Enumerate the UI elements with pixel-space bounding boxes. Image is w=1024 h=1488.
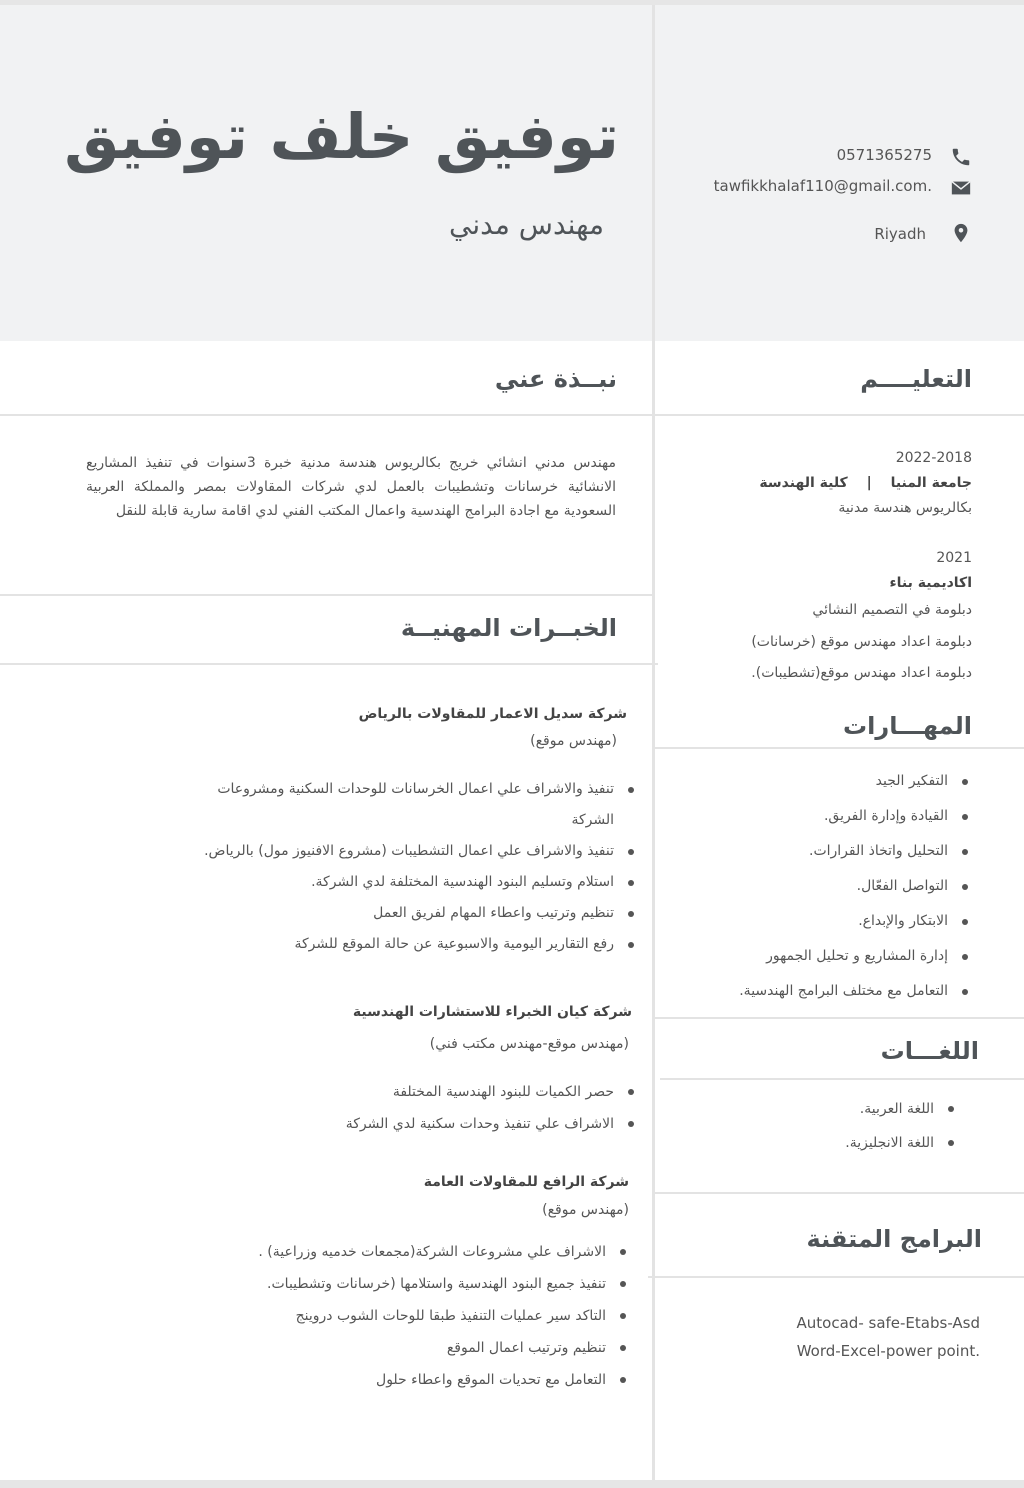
job2-item: الاشراف علي تنفيذ وحدات سكنية لدي الشركة xyxy=(346,1108,614,1140)
skill-item: الابتكار والإبداع. xyxy=(739,904,948,939)
column-divider xyxy=(652,5,655,1480)
diploma-item: دبلومة اعداد مهندس موقع(تشطيبات). xyxy=(751,665,972,681)
header-panel xyxy=(0,5,1024,341)
education-university-line xyxy=(759,475,972,491)
job1-item: استلام وتسليم البنود الهندسية المختلفة لدي الشركة. xyxy=(204,867,614,898)
languages-heading: اللغـــات xyxy=(880,1037,979,1065)
location-pin-icon xyxy=(950,222,972,244)
job1-company: شركة سديل الاعمار للمقاولات بالرياض xyxy=(358,706,627,722)
education-divider xyxy=(655,414,1024,416)
job3-list xyxy=(258,1236,606,1396)
job3-item: التعامل مع تحديات الموقع واعطاء حلول xyxy=(258,1364,606,1396)
email-icon xyxy=(950,177,972,199)
languages-top-divider xyxy=(655,1017,1024,1019)
job2-list xyxy=(346,1076,614,1140)
skills-heading: المهـــارات xyxy=(843,712,972,740)
job1-item: تنظيم وترتيب واعطاء المهام لفريق العمل xyxy=(204,898,614,929)
candidate-title: مهندس مدني xyxy=(449,208,604,241)
education-heading: التعليــــم xyxy=(860,365,972,393)
language-item: اللغة الانجليزية. xyxy=(845,1126,934,1160)
job3-item: تنفيذ جميع البنود الهندسية واستلامها (خرسانات وتشطيبات. xyxy=(258,1268,606,1300)
experience-heading: الخبــرات المهنيــة xyxy=(400,614,617,642)
job3-item: الاشراف علي مشروعات الشركة(مجمعات خدميه وزراعية) . xyxy=(258,1236,606,1268)
job1-role: (مهندس موقع) xyxy=(530,733,617,749)
job2-role: (مهندس موقع-مهندس مكتب فني) xyxy=(429,1036,629,1052)
skill-item: التحليل واتخاذ القرارات. xyxy=(739,834,948,869)
job3-item: تنظيم وترتيب اعمال الموقع xyxy=(258,1332,606,1364)
email-address: tawfikkhalaf110@gmail.com. xyxy=(713,177,932,195)
skill-item: التعامل مع مختلف البرامج الهندسية. xyxy=(739,974,948,1009)
faculty-name: كلية الهندسة xyxy=(759,475,848,491)
skill-item: التواصل الفعّال. xyxy=(739,869,948,904)
diploma-item: دبلومة اعداد مهندس موقع (خرسانات) xyxy=(751,634,972,650)
bottom-border xyxy=(0,1480,1024,1488)
job3-role: (مهندس موقع) xyxy=(542,1202,629,1218)
diploma-item: دبلومة في التصميم النشائي xyxy=(812,602,972,618)
location-text: Riyadh xyxy=(874,225,926,243)
phone-icon xyxy=(950,146,972,168)
job3-item: التاكد سير عمليات التنفيذ طبقا للوحات الشوب دروينج xyxy=(258,1300,606,1332)
academy-name: اكاديمية بناء xyxy=(889,575,972,591)
software-divider xyxy=(648,1276,1024,1278)
software-top-divider xyxy=(655,1192,1024,1194)
about-text: مهندس مدني انشائي خريج بكالريوس هندسة مدنية خبرة 3سنوات في تنفيذ المشاريع الانشائية خرسانات وتشطيبات بالعمل لدي شركات المقاولات بمصر والمملكة العربية السعودية مع اجادة البرامج الهندسية واعمال المكتب الفني لدي اقامة سارية قابلة للنقل xyxy=(86,455,616,519)
job1-item: تنفيذ والاشراف علي اعمال الخرسانات للوحدات السكنية ومشروعات xyxy=(204,774,614,805)
experience-divider xyxy=(0,663,658,665)
job1-item: رفع التقارير اليومية والاسبوعية عن حالة الموقع للشركة xyxy=(204,929,614,960)
experience-top-divider xyxy=(0,594,652,596)
academy-year: 2021 xyxy=(936,550,972,566)
education-degree: بكالريوس هندسة مدنية xyxy=(838,500,972,516)
job1-item-continuation: الشركة xyxy=(571,812,614,828)
job2-item: حصر الكميات للبنود الهندسية المختلفة xyxy=(346,1076,614,1108)
job1-item: تنفيذ والاشراف علي اعمال التشطيبات (مشروع الافنيوز مول) بالرياض. xyxy=(204,836,614,867)
phone-number: 0571365275 xyxy=(836,146,932,164)
language-item: اللغة العربية. xyxy=(845,1092,934,1126)
education-years: 2022-2018 xyxy=(895,450,972,466)
software-line-2: Word-Excel-power point. xyxy=(796,1342,980,1360)
job3-company: شركة الرافع للمقاولات العامة xyxy=(423,1174,629,1190)
languages-list xyxy=(845,1092,934,1160)
languages-divider xyxy=(660,1078,1024,1080)
skill-item: إدارة المشاريع و تحليل الجمهور xyxy=(739,939,948,974)
candidate-name: توفيق خلف توفيق xyxy=(64,100,619,173)
about-divider xyxy=(0,414,652,416)
about-heading: نبــذة عني xyxy=(494,365,617,393)
job1-list xyxy=(204,774,614,960)
skill-item: التفكير الجيد xyxy=(739,764,948,799)
software-line-1: Autocad- safe-Etabs-Asd xyxy=(796,1314,980,1332)
university-name: جامعة المنيا xyxy=(890,475,972,491)
skills-divider xyxy=(655,747,1024,749)
job2-company: شركة كيان الخبراء للاستشارات الهندسية xyxy=(352,1004,632,1020)
software-heading: البرامج المتقنة xyxy=(806,1225,982,1253)
separator: | xyxy=(866,475,872,491)
skill-item: القيادة وإدارة الفريق. xyxy=(739,799,948,834)
skills-list xyxy=(739,764,948,1009)
